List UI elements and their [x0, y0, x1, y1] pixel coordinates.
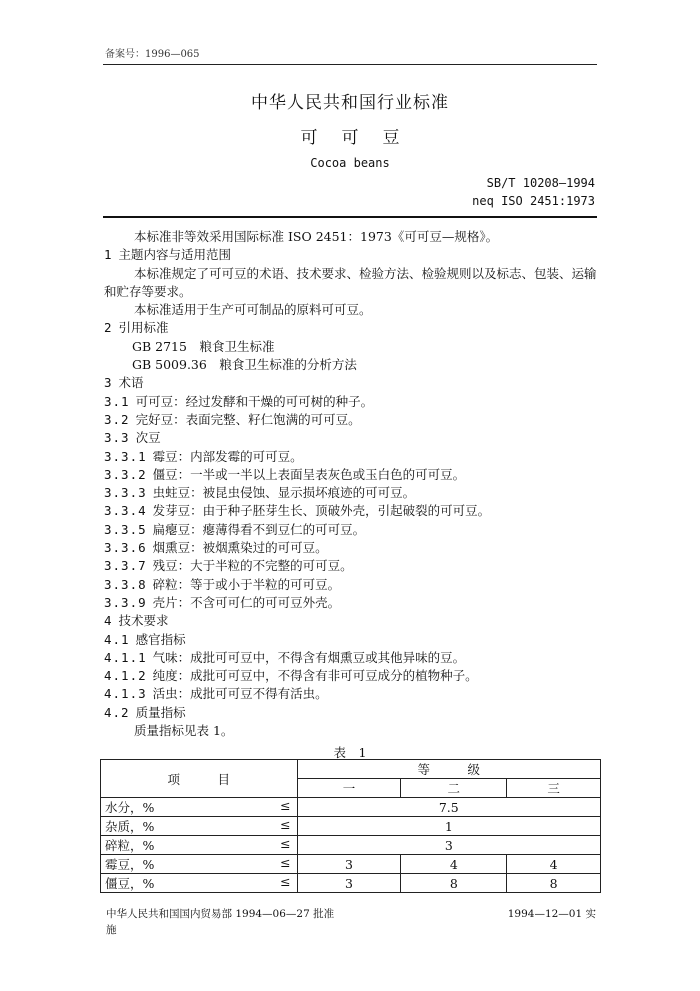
row-value: 8: [401, 874, 507, 893]
clause-number: 3.3.1: [104, 448, 147, 464]
clause-line: [104, 631, 600, 649]
clause-number: 3: [104, 375, 113, 391]
english-title: Cocoa beans: [310, 156, 390, 170]
row-label: 僵豆，%: [105, 876, 155, 891]
approval-text: 中华人民共和国国内贸易部 1994—06—27 批准: [106, 908, 335, 920]
clause-number: 3.3.6: [104, 540, 147, 556]
clause-line: [104, 356, 600, 374]
row-value: 8: [507, 874, 601, 893]
clause-number: 3.3.3: [104, 485, 147, 501]
clause-number: 4: [104, 613, 113, 629]
clause-text: 质量指标见表 1。: [134, 723, 234, 739]
clause-line: [104, 301, 600, 319]
clause-line: [104, 319, 600, 337]
grade-header: 等 级: [297, 760, 600, 779]
row-item: [101, 836, 298, 855]
clause-line: [104, 612, 600, 630]
clause-text: 质量指标: [135, 704, 186, 720]
clause-number: 1: [104, 247, 113, 263]
table-row: [101, 836, 601, 855]
clause-line: [104, 374, 600, 392]
effective-date: 1994—12—01 实: [507, 908, 596, 920]
intro-line: 本标准非等效采用国际标准 ISO 2451：1973《可可豆—规格》。: [134, 229, 499, 244]
row-value: 3: [297, 836, 600, 855]
clause-text: GB 5009.36 粮食卫生标准的分析方法: [132, 357, 357, 373]
le-symbol: ≤: [280, 798, 291, 813]
grade-2-header: 二: [401, 779, 507, 798]
clause-line: [104, 246, 600, 264]
clause-line: [104, 448, 600, 466]
clause-number: 3.3.5: [104, 521, 147, 537]
clause-line: [104, 685, 600, 703]
table-row: [101, 855, 601, 874]
clause-text: 发芽豆：由于种子胚芽生长、顶破外壳，引起破裂的可可豆。: [152, 503, 491, 519]
grade-3-header: 三: [507, 779, 601, 798]
clause-line: [104, 265, 600, 302]
table-caption: 表 1: [333, 745, 367, 760]
clause-line: [104, 484, 600, 502]
header-rule: [103, 64, 597, 65]
clause-number: 3.3.2: [104, 466, 147, 482]
clause-text: 扁瘪豆：瘪薄得看不到豆仁的可可豆。: [152, 521, 366, 537]
row-label: 碎粒，%: [105, 838, 155, 853]
clause-number: 4.1.2: [104, 668, 147, 684]
clause-text: GB 2715 粮食卫生标准: [132, 338, 275, 354]
row-label: 霉豆，%: [105, 857, 155, 872]
clause-number: 2: [104, 320, 113, 336]
clause-line: [104, 411, 600, 429]
clause-line: [104, 466, 600, 484]
effective-cont: 施: [106, 924, 117, 936]
row-label: 杂质，%: [105, 819, 155, 834]
row-value: 4: [507, 855, 601, 874]
le-symbol: ≤: [280, 817, 291, 832]
clause-line: [104, 502, 600, 520]
row-label: 水分，%: [105, 800, 155, 815]
title-char: 可: [300, 128, 318, 148]
row-item: [101, 798, 298, 817]
filing-number: 备案号：1996—065: [105, 49, 200, 60]
clause-number: 3.1: [104, 393, 130, 409]
clause-line: [104, 576, 600, 594]
clause-text: 碎粒：等于或小于半粒的可可豆。: [152, 576, 341, 592]
le-symbol: ≤: [280, 836, 291, 851]
clause-text: 气味：成批可可豆中，不得含有烟熏豆或其他异味的豆。: [152, 649, 466, 665]
clause-text: 霉豆：内部发霉的可可豆。: [152, 448, 303, 464]
clause-number: 3.3.4: [104, 503, 147, 519]
row-value: 1: [297, 817, 600, 836]
clause-text: 残豆：大于半粒的不完整的可可豆。: [152, 558, 353, 574]
clause-number: 3.3.7: [104, 558, 147, 574]
clause-list: [104, 246, 600, 740]
standard-code: SB/T 10208—1994: [486, 176, 595, 190]
row-item: [101, 817, 298, 836]
clause-text: 可可豆：经过发酵和干燥的可可树的种子。: [135, 393, 374, 409]
clause-line: [104, 557, 600, 575]
title-rule: [103, 216, 597, 218]
table-row: [101, 874, 601, 893]
clause-line: [104, 338, 600, 356]
title-char: 豆: [382, 128, 400, 148]
clause-text: 次豆: [135, 430, 161, 446]
clause-text: 本标准适用于生产可可制品的原料可可豆。: [134, 302, 372, 318]
clause-number: 4.1.1: [104, 649, 147, 665]
clause-text: 活虫：成批可可豆不得有活虫。: [152, 686, 328, 702]
clause-text: 僵豆：一半或一半以上表面呈表灰色或玉白色的可可豆。: [152, 466, 466, 482]
row-item: [101, 874, 298, 893]
row-item: [101, 855, 298, 874]
document-title: [0, 123, 700, 148]
clause-number: 4.1.3: [104, 686, 147, 702]
quality-table: [100, 759, 601, 893]
clause-text: 引用标准: [118, 320, 169, 336]
grade-1-header: 一: [297, 779, 401, 798]
clause-line: [104, 429, 600, 447]
clause-number: 3.3: [104, 430, 130, 446]
clause-number: 3.2: [104, 411, 130, 427]
clause-line: [104, 722, 600, 740]
table-row: [101, 817, 601, 836]
row-value: 4: [401, 855, 507, 874]
document-body: [104, 228, 600, 740]
clause-text: 壳片：不含可可仁的可可豆外壳。: [152, 594, 341, 610]
clause-text: 完好豆：表面完整、籽仁饱满的可可豆。: [135, 411, 361, 427]
clause-text: 感官指标: [135, 631, 186, 647]
row-value: 7.5: [297, 798, 600, 817]
title-char: 可: [341, 128, 359, 148]
clause-line: [104, 594, 600, 612]
clause-text: 主题内容与适用范围: [118, 247, 232, 263]
le-symbol: ≤: [280, 855, 291, 870]
clause-number: 3.3.9: [104, 594, 147, 610]
clause-text: 术语: [118, 375, 144, 391]
clause-line: [104, 649, 600, 667]
clause-number: 4.2: [104, 704, 130, 720]
clause-line: [104, 521, 600, 539]
clause-text: 虫蛀豆：被昆虫侵蚀、显示损坏痕迹的可可豆。: [152, 485, 416, 501]
row-value: 3: [297, 874, 401, 893]
table-row: [101, 798, 601, 817]
approval-note: [106, 906, 366, 938]
iso-equivalence: neq ISO 2451:1973: [472, 194, 595, 208]
clause-line: [104, 704, 600, 722]
item-header: 项 目: [101, 760, 298, 798]
clause-number: 4.1: [104, 631, 130, 647]
standard-type-title: 中华人民共和国行业标准: [251, 93, 449, 113]
clause-text: 技术要求: [118, 613, 169, 629]
clause-line: [104, 539, 600, 557]
le-symbol: ≤: [280, 874, 291, 889]
row-value: 3: [297, 855, 401, 874]
clause-text: 本标准规定了可可豆的术语、技术要求、检验方法、检验规则以及标志、包装、运输和贮存等要求。: [104, 265, 597, 299]
clause-line: [104, 393, 600, 411]
clause-text: 烟熏豆：被烟熏染过的可可豆。: [152, 540, 328, 556]
clause-line: [104, 667, 600, 685]
clause-text: 纯度：成批可可豆中，不得含有非可可豆成分的植物种子。: [152, 668, 478, 684]
clause-number: 3.3.8: [104, 576, 147, 592]
